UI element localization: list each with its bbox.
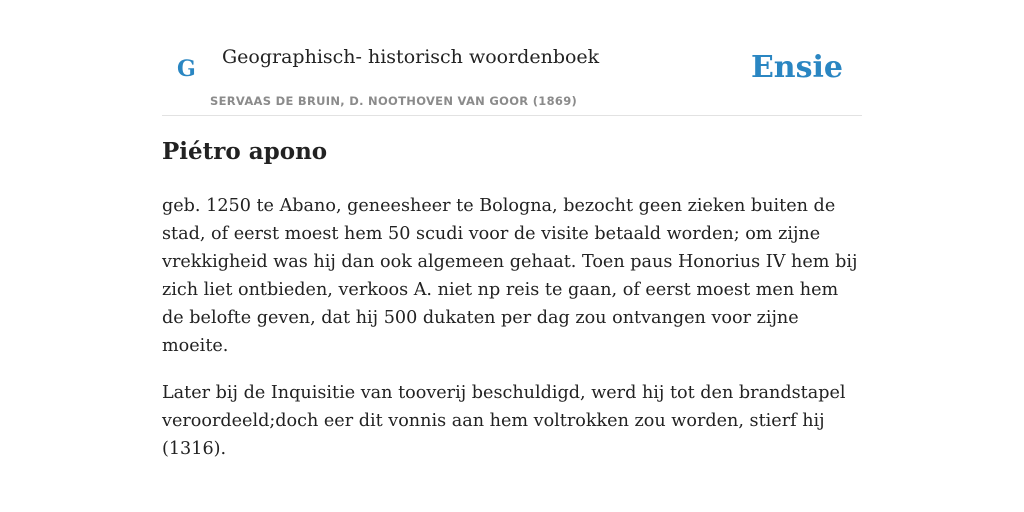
book-letter-icon: G xyxy=(177,56,196,82)
entry-paragraph: Later bij de Inquisitie van tooverij beschuldigd, werd hij tot den brandstapel veroordeeld;doch eer dit vonnis aan hem voltrokken zou worden, stierf hij (1316). xyxy=(162,383,846,459)
dictionary-authors: SERVAAS DE BRUIN, D. NOOTHOVEN VAN GOOR (1869) xyxy=(210,94,578,108)
entry-body xyxy=(162,192,862,482)
dictionary-header xyxy=(162,0,862,116)
dictionary-title-link[interactable]: Geographisch- historisch woordenboek xyxy=(222,46,600,68)
entry-title: Piétro apono xyxy=(162,138,328,165)
page-container xyxy=(162,0,862,459)
entry-paragraph: geb. 1250 te Abano, geneesheer te Bologna, bezocht geen zieken buiten de stad, of eerst moest hem 50 scudi voor de visite betaald worden; om zijne vrekkigheid was hij dan ook algemeen gehaat. Toen paus Honorius IV hem bij zich liet ontbieden, verkoos A. niet np reis te gaan, of eerst moest men hem de belofte geven, dat hij 500 dukaten per dag zou ontvangen voor zijne moeite. xyxy=(162,196,858,356)
ensie-logo-link[interactable]: Ensie xyxy=(750,50,843,85)
